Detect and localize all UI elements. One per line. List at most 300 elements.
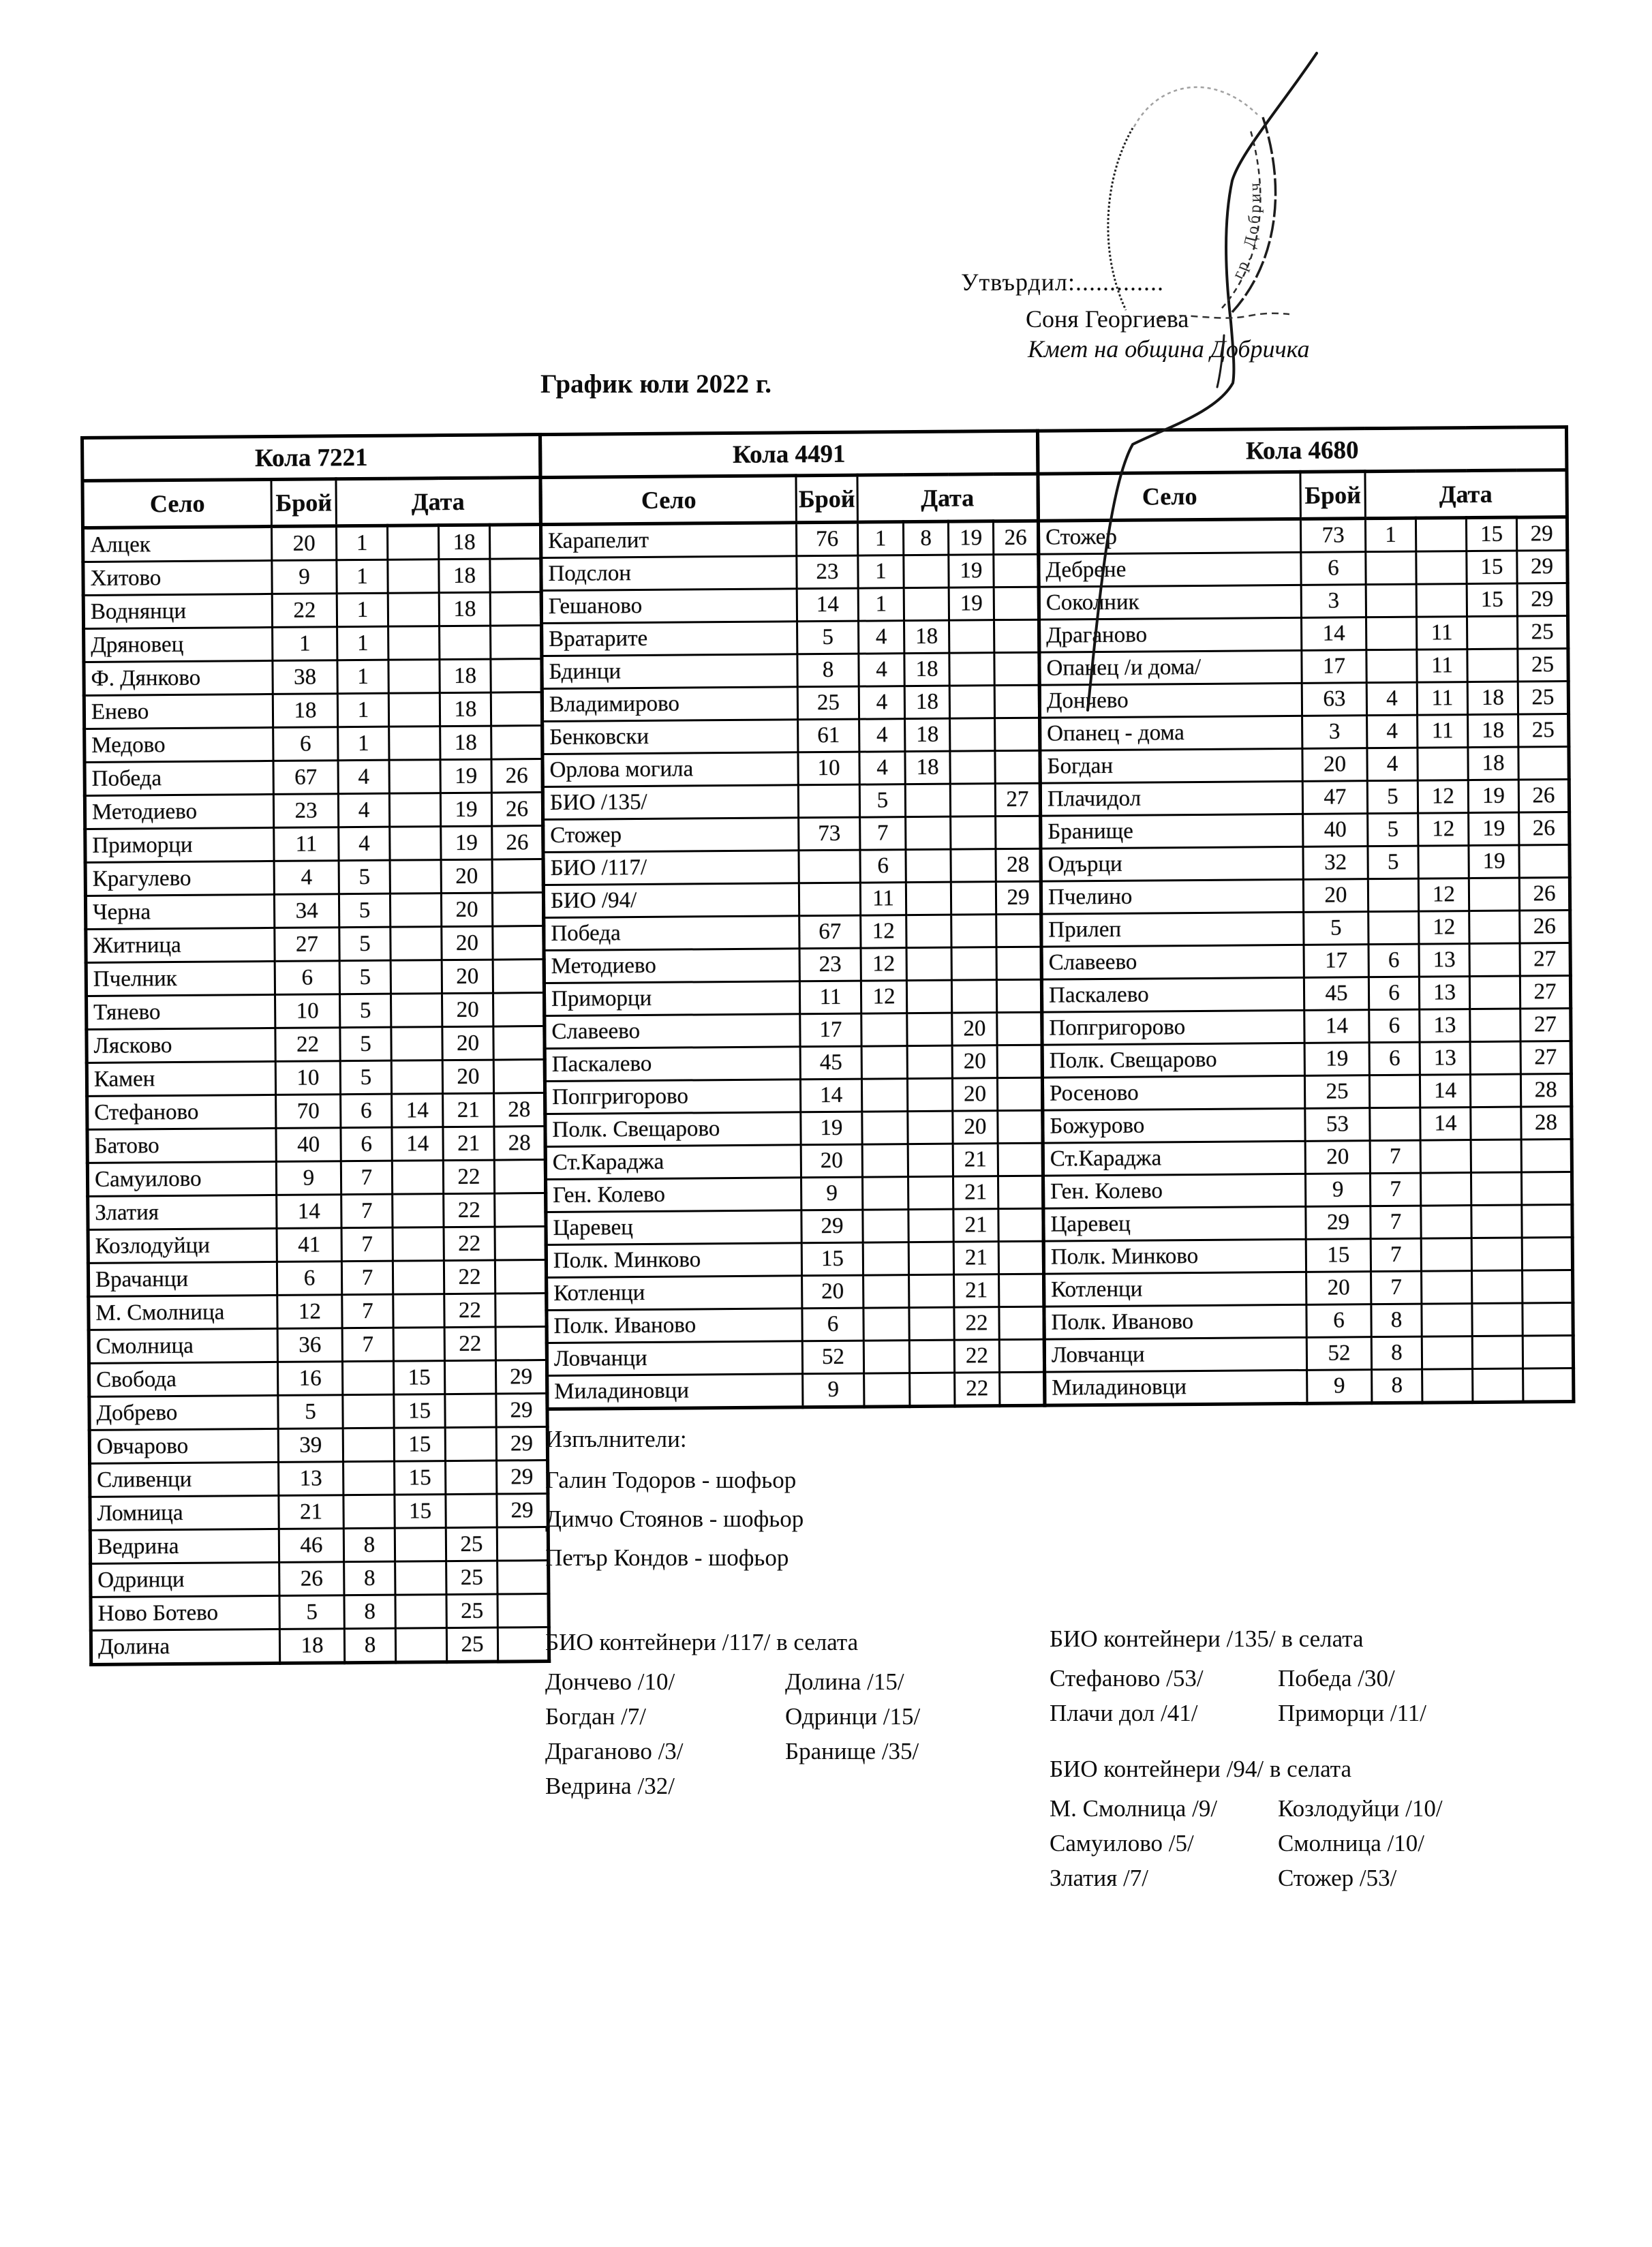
- date-cell: [498, 1627, 549, 1662]
- stamp-arc-right-outer: [1232, 117, 1276, 312]
- table-row: [85, 759, 542, 796]
- table-row: [87, 1060, 545, 1097]
- date-cell: [493, 926, 544, 960]
- village-cell: Дряновец: [84, 627, 273, 662]
- date-cell: [493, 1026, 545, 1060]
- date-cell: 20: [441, 859, 492, 893]
- bio-village-line: Богдан /7/: [545, 1703, 646, 1730]
- date-cell: [495, 1327, 547, 1361]
- table-row: [90, 1494, 548, 1531]
- count-cell: 15: [1306, 1239, 1371, 1272]
- count-cell: 16: [277, 1362, 342, 1396]
- date-cell: 8: [343, 1528, 395, 1562]
- count-cell: 14: [800, 1079, 861, 1112]
- village-cell: Дебрене: [1039, 552, 1301, 587]
- date-cell: 12: [861, 981, 906, 1013]
- village-cell: Орлова могила: [542, 752, 798, 787]
- date-cell: [906, 947, 951, 980]
- date-cell: 1: [338, 727, 389, 761]
- table-row: [545, 1110, 1043, 1146]
- date-cell: [343, 1495, 395, 1529]
- executors-heading: Изпълнители:: [545, 1426, 687, 1452]
- table-row: [544, 914, 1041, 950]
- date-cell: [1366, 649, 1417, 683]
- table-row: [547, 1339, 1044, 1375]
- table-row: [546, 1176, 1043, 1212]
- date-cell: [1471, 1238, 1522, 1271]
- table-row: [546, 1208, 1043, 1244]
- date-cell: [998, 1143, 1043, 1176]
- table-row: [547, 1306, 1044, 1343]
- count-cell: 25: [797, 686, 859, 720]
- executors-block: [545, 1426, 804, 1583]
- date-cell: [1523, 1270, 1573, 1303]
- village-cell: Гешаново: [541, 589, 797, 624]
- table-row: [1042, 1073, 1571, 1110]
- table-row: [544, 947, 1041, 983]
- date-cell: 7: [341, 1261, 393, 1295]
- date-cell: [1518, 747, 1569, 780]
- date-cell: 19: [948, 521, 993, 555]
- count-cell: 20: [1305, 1141, 1370, 1174]
- count-cell: 9: [803, 1373, 864, 1407]
- date-cell: 11: [1418, 715, 1468, 748]
- column-header-row: [540, 474, 1039, 524]
- date-cell: [391, 1060, 442, 1095]
- table-row: [89, 1394, 547, 1431]
- car-group-title: Кола 4680: [1037, 427, 1567, 474]
- date-cell: [909, 1274, 954, 1307]
- date-cell: 11: [1417, 649, 1467, 683]
- bio-village-line: Стожер /53/: [1278, 1865, 1397, 1891]
- table-row: [1038, 517, 1567, 555]
- date-cell: 6: [341, 1094, 392, 1128]
- date-cell: 15: [393, 1361, 444, 1395]
- village-cell: Ф. Дянково: [84, 660, 273, 695]
- bio-containers-135-block: [1050, 1625, 1540, 1748]
- count-cell: 11: [799, 981, 861, 1014]
- table-row: [541, 554, 1039, 590]
- village-cell: Методиево: [85, 794, 273, 829]
- car-title-row: [82, 435, 541, 481]
- date-cell: 7: [860, 817, 906, 850]
- date-cell: [388, 593, 439, 627]
- date-cell: 12: [1419, 911, 1469, 945]
- date-cell: [862, 1177, 908, 1210]
- count-cell: [798, 784, 859, 818]
- count-cell: 40: [276, 1128, 341, 1162]
- village-cell: Попгригорово: [545, 1080, 800, 1114]
- table-row: [1041, 910, 1570, 947]
- village-cell: Свобода: [89, 1362, 277, 1396]
- date-cell: 18: [440, 659, 491, 693]
- village-cell: Ст.Караджа: [545, 1145, 801, 1180]
- date-cell: 15: [394, 1394, 445, 1428]
- date-cell: [444, 1360, 495, 1394]
- date-cell: [388, 626, 440, 660]
- date-cell: [863, 1242, 908, 1275]
- date-cell: 8: [1371, 1304, 1422, 1337]
- bio-village-line: Плачи дол /41/: [1050, 1700, 1198, 1726]
- date-cell: [1519, 844, 1570, 878]
- table-row: [542, 718, 1040, 754]
- stamp-arc-top: [1134, 87, 1257, 127]
- village-cell: Бранище: [1041, 814, 1303, 849]
- bio-village-line: Смолница /10/: [1278, 1830, 1424, 1856]
- village-cell: Славеево: [1041, 945, 1304, 979]
- village-cell: Хитово: [83, 560, 272, 595]
- table-row: [543, 881, 1041, 917]
- date-cell: [494, 1160, 545, 1194]
- date-cell: 22: [443, 1160, 494, 1194]
- table-row: [1040, 747, 1569, 784]
- date-cell: [950, 751, 995, 784]
- date-cell: [1472, 1303, 1523, 1336]
- date-cell: [909, 1340, 954, 1373]
- village-cell: Ново Ботево: [91, 1595, 279, 1630]
- date-cell: 14: [1420, 1107, 1471, 1141]
- date-cell: [863, 1210, 908, 1242]
- date-cell: [395, 1628, 446, 1663]
- count-cell: 63: [1302, 683, 1366, 716]
- col-header-village: Село: [82, 479, 271, 528]
- date-cell: [395, 1561, 446, 1595]
- col-header-date: Дата: [1365, 470, 1567, 519]
- date-cell: [994, 685, 1039, 718]
- column-header-row: [1038, 470, 1567, 521]
- date-cell: [495, 1294, 547, 1328]
- count-cell: 67: [273, 761, 338, 795]
- date-cell: [1469, 878, 1519, 911]
- table-row: [1039, 583, 1567, 620]
- date-cell: [998, 1241, 1043, 1274]
- count-cell: [799, 850, 860, 883]
- date-cell: [1471, 1107, 1521, 1140]
- table-row: [1043, 1204, 1572, 1241]
- village-cell: Ст.Караджа: [1043, 1141, 1305, 1176]
- date-cell: [951, 816, 996, 849]
- date-cell: [393, 1194, 444, 1228]
- village-cell: Владимирово: [542, 687, 797, 722]
- date-cell: [1522, 1237, 1572, 1270]
- date-cell: 4: [339, 827, 390, 861]
- table-row: [86, 926, 544, 963]
- village-cell: Соколник: [1039, 585, 1301, 620]
- date-cell: 1: [858, 588, 904, 621]
- date-cell: [389, 727, 440, 761]
- count-cell: 70: [276, 1095, 341, 1129]
- date-cell: 5: [339, 860, 390, 894]
- table-row: [1041, 877, 1570, 914]
- date-cell: 6: [1368, 977, 1419, 1010]
- table-row: [541, 587, 1039, 623]
- village-cell: Полк. Свещарово: [1042, 1043, 1304, 1077]
- count-cell: 8: [797, 654, 859, 687]
- date-cell: 20: [952, 1045, 997, 1078]
- date-cell: [1416, 551, 1467, 585]
- date-cell: 19: [1469, 812, 1519, 846]
- village-cell: Добрево: [89, 1395, 278, 1430]
- date-cell: [390, 860, 441, 894]
- date-cell: [995, 718, 1040, 750]
- village-cell: Воднянци: [83, 594, 272, 628]
- date-cell: [343, 1461, 395, 1495]
- village-cell: Смолница: [89, 1328, 277, 1363]
- date-cell: [391, 960, 442, 994]
- count-cell: 9: [1305, 1174, 1370, 1207]
- village-cell: Черна: [85, 894, 274, 929]
- village-cell: Царевец: [1043, 1206, 1306, 1241]
- bio-village-line: Бранище /35/: [785, 1738, 919, 1764]
- village-cell: Паскалево: [545, 1047, 800, 1082]
- date-cell: 19: [949, 587, 994, 620]
- date-cell: 12: [1418, 813, 1469, 846]
- count-cell: 20: [801, 1144, 862, 1178]
- date-cell: [491, 692, 542, 727]
- date-cell: [863, 1275, 909, 1308]
- table-row: [87, 993, 545, 1030]
- count-cell: 1: [273, 627, 337, 661]
- date-cell: [1420, 1173, 1471, 1206]
- bio-village-line: Долина /15/: [785, 1668, 904, 1695]
- date-cell: [951, 915, 996, 947]
- date-cell: [864, 1373, 910, 1407]
- village-cell: Самуилово: [87, 1161, 276, 1196]
- date-cell: [1418, 846, 1469, 879]
- date-cell: 25: [446, 1561, 498, 1595]
- village-cell: Стожер: [543, 818, 799, 853]
- date-cell: 5: [339, 893, 390, 928]
- date-cell: [907, 1013, 952, 1045]
- date-cell: 1: [337, 660, 388, 694]
- date-cell: [1470, 1074, 1520, 1107]
- bio-containers-94-block: [1050, 1756, 1540, 1912]
- date-cell: [493, 960, 544, 994]
- date-cell: [446, 1461, 497, 1495]
- executor-line: Петър Кондов - шофьор: [545, 1544, 789, 1571]
- date-cell: 1: [336, 525, 387, 560]
- date-cell: 8: [344, 1628, 395, 1663]
- table-row: [89, 1327, 547, 1364]
- date-cell: 18: [1467, 682, 1518, 715]
- date-cell: [1368, 878, 1418, 912]
- date-cell: [1422, 1304, 1472, 1337]
- date-cell: [906, 980, 951, 1013]
- count-cell: 5: [797, 621, 859, 654]
- date-cell: 12: [861, 915, 906, 948]
- col-header-village: Село: [1038, 472, 1300, 521]
- village-cell: Златия: [88, 1195, 277, 1229]
- village-cell: Плачидол: [1040, 781, 1302, 816]
- count-cell: 12: [277, 1295, 342, 1329]
- date-cell: 5: [1368, 813, 1418, 846]
- date-cell: [951, 980, 996, 1013]
- village-cell: Полк. Минково: [1043, 1239, 1306, 1274]
- executor-line: Димчо Стоянов - шофьор: [545, 1505, 804, 1532]
- table-row: [1043, 1237, 1572, 1274]
- date-cell: [490, 559, 541, 593]
- date-cell: 5: [1367, 780, 1418, 814]
- date-cell: [388, 660, 440, 694]
- date-cell: 1: [337, 593, 388, 627]
- date-cell: [1369, 1075, 1420, 1108]
- date-cell: 18: [904, 653, 949, 686]
- table-row: [1044, 1302, 1573, 1339]
- date-cell: [440, 626, 491, 660]
- date-cell: 20: [953, 1111, 998, 1144]
- date-cell: 28: [996, 849, 1041, 881]
- date-cell: [1470, 1041, 1520, 1075]
- village-cell: Прилеп: [1041, 912, 1304, 947]
- village-cell: Паскалево: [1041, 977, 1304, 1012]
- date-cell: [388, 560, 439, 594]
- village-cell: Ловчанци: [1044, 1337, 1306, 1372]
- date-cell: [861, 1013, 907, 1046]
- village-cell: Стефаново: [87, 1095, 276, 1129]
- village-cell: Бенковски: [542, 720, 798, 754]
- table-row: [542, 652, 1039, 688]
- village-cell: БИО /135/: [542, 785, 798, 820]
- date-cell: [996, 979, 1041, 1012]
- date-cell: [995, 750, 1040, 783]
- date-cell: 22: [954, 1307, 999, 1340]
- count-cell: 17: [1302, 650, 1366, 684]
- date-cell: [996, 816, 1041, 849]
- count-cell: 29: [801, 1210, 863, 1243]
- date-cell: 11: [860, 883, 906, 915]
- date-cell: [490, 592, 541, 626]
- count-cell: 13: [279, 1462, 343, 1496]
- village-cell: Ловчанци: [547, 1341, 802, 1376]
- date-cell: [395, 1595, 446, 1629]
- village-cell: Котленци: [547, 1276, 802, 1311]
- date-cell: 26: [1519, 877, 1570, 911]
- date-cell: 5: [1368, 846, 1418, 879]
- table-row: [91, 1561, 549, 1598]
- village-cell: Опанец - дома: [1040, 716, 1302, 750]
- date-cell: [910, 1373, 955, 1406]
- date-cell: 20: [442, 993, 493, 1027]
- village-cell: Одърци: [1041, 846, 1303, 881]
- date-cell: [949, 686, 994, 718]
- count-cell: 47: [1302, 781, 1367, 814]
- car-7221-table-container: [80, 433, 547, 1666]
- date-cell: 21: [443, 1093, 494, 1127]
- executors-list: [545, 1467, 804, 1583]
- table-row: [1042, 1041, 1571, 1077]
- table-row: [545, 1143, 1043, 1179]
- date-cell: 27: [1520, 943, 1570, 976]
- date-cell: [863, 1341, 909, 1373]
- date-cell: [996, 914, 1041, 947]
- date-cell: [997, 1077, 1042, 1110]
- village-cell: Ген. Колево: [1043, 1174, 1305, 1208]
- date-cell: [1473, 1369, 1523, 1403]
- date-cell: 1: [337, 693, 388, 727]
- date-cell: [393, 1294, 444, 1328]
- count-cell: 14: [1302, 617, 1366, 651]
- date-cell: [1469, 976, 1520, 1009]
- date-cell: 4: [859, 686, 904, 719]
- date-cell: 25: [1518, 714, 1569, 748]
- bio-117-heading: БИО контейнери /117/ в селата: [545, 1629, 859, 1655]
- table-row: [89, 1294, 547, 1330]
- approved-label: Утвърдил:.............: [961, 269, 1165, 296]
- table-row: [542, 783, 1040, 819]
- date-cell: 21: [953, 1176, 998, 1209]
- village-cell: Стожер: [1038, 519, 1300, 554]
- date-cell: [994, 554, 1039, 587]
- date-cell: 6: [1368, 944, 1419, 977]
- date-cell: 19: [440, 759, 491, 793]
- date-cell: [906, 849, 951, 882]
- table-row: [1041, 975, 1570, 1012]
- count-cell: 3: [1302, 716, 1367, 749]
- date-cell: [343, 1428, 394, 1462]
- date-cell: 7: [341, 1227, 393, 1262]
- date-cell: [388, 693, 440, 727]
- village-cell: Бдинци: [542, 654, 797, 689]
- date-cell: [495, 1193, 546, 1227]
- village-cell: Долина: [91, 1629, 279, 1664]
- date-cell: 21: [443, 1127, 494, 1161]
- table-row: [542, 620, 1039, 656]
- date-cell: 29: [495, 1360, 547, 1394]
- date-cell: 29: [497, 1461, 548, 1495]
- table-row: [1044, 1335, 1573, 1372]
- count-cell: 18: [279, 1629, 344, 1664]
- table-row: [1044, 1270, 1573, 1306]
- count-cell: 19: [801, 1112, 862, 1145]
- date-cell: [909, 1307, 954, 1340]
- date-cell: [1522, 1204, 1572, 1238]
- date-cell: 19: [1468, 780, 1518, 813]
- date-cell: [392, 1161, 443, 1195]
- table-row: [1041, 844, 1570, 881]
- village-cell: Методиево: [544, 949, 799, 983]
- date-cell: 25: [1518, 649, 1568, 682]
- date-cell: [1366, 584, 1416, 617]
- date-cell: 28: [494, 1127, 545, 1161]
- village-cell: Полк. Минково: [546, 1243, 801, 1278]
- date-cell: [1366, 617, 1416, 650]
- date-cell: [904, 555, 949, 587]
- date-cell: 4: [859, 654, 904, 686]
- count-cell: 10: [275, 1061, 340, 1095]
- date-cell: 28: [1520, 1073, 1571, 1107]
- date-cell: 29: [996, 881, 1041, 914]
- date-cell: [997, 1045, 1042, 1077]
- table-row: [90, 1527, 548, 1564]
- date-cell: [1472, 1336, 1523, 1369]
- date-cell: 20: [952, 1013, 997, 1045]
- bio-135-column-2: [1278, 1665, 1426, 1734]
- date-cell: 25: [446, 1627, 498, 1662]
- bio-containers-117-block: [545, 1629, 1036, 1833]
- date-cell: [994, 587, 1039, 620]
- table-row: [1043, 1172, 1572, 1208]
- date-cell: [1418, 748, 1468, 781]
- table-row: [1040, 780, 1569, 816]
- date-cell: [1521, 1139, 1572, 1172]
- date-cell: [999, 1274, 1044, 1306]
- date-cell: 14: [392, 1094, 443, 1128]
- count-cell: 5: [1304, 912, 1368, 945]
- village-cell: Сливенци: [90, 1462, 279, 1497]
- date-cell: 25: [446, 1527, 497, 1561]
- village-cell: Лясково: [87, 1028, 275, 1063]
- bio-117-column-2: [785, 1668, 920, 1773]
